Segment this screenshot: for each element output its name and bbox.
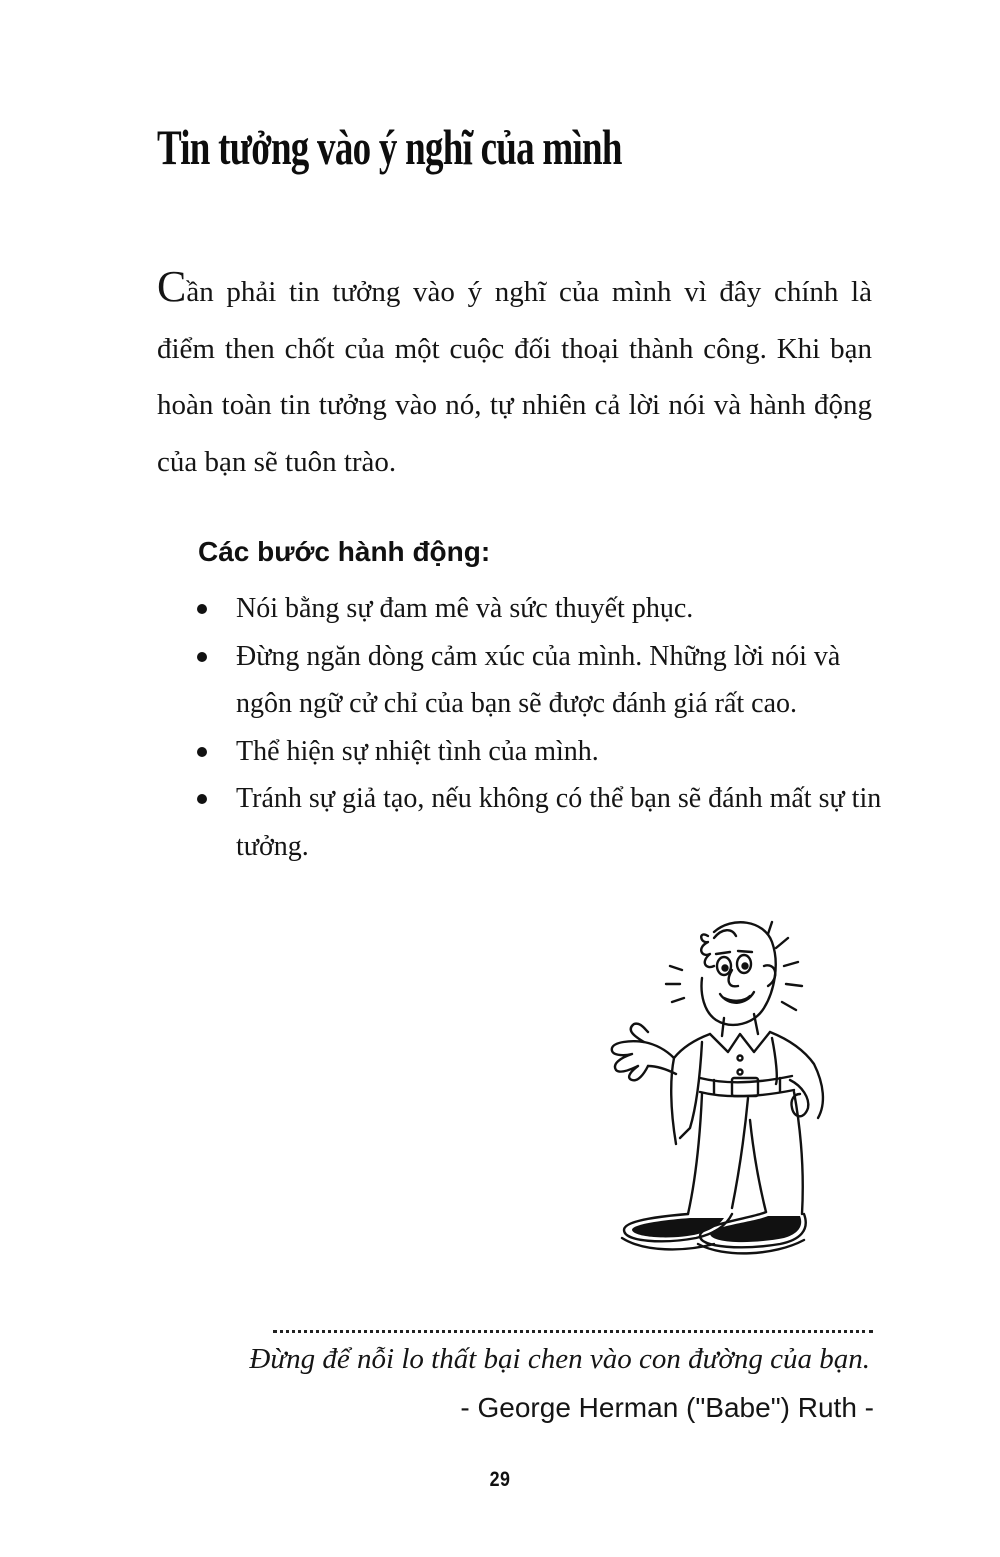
step-text: Đừng ngăn dòng cảm xúc của mình. Những lời nói và ngôn ngữ cử chỉ của bạn sẽ được đánh giá rất cao. [236, 640, 841, 719]
step-text: Thể hiện sự nhiệt tình của mình. [236, 735, 599, 767]
list-item [197, 585, 887, 633]
steps-list [197, 585, 887, 870]
intro-text: ần phải tin tưởng vào ý nghĩ của mình vì đây chính là điểm then chốt của một cuộc đối thoại thành công. Khi bạn hoàn toàn tin tưởng vào nó, tự nhiên cả lời nói và hành động của bạn sẽ tuôn trào. [157, 276, 872, 478]
page-title: Tin tưởng vào ý nghĩ của mình [157, 119, 622, 175]
list-item [197, 775, 887, 870]
quote-author: - George Herman ("Babe") Ruth - [460, 1392, 874, 1423]
intro-paragraph [157, 264, 872, 490]
cartoon-man-illustration [604, 908, 844, 1260]
step-text: Nói bằng sự đam mê và sức thuyết phục. [236, 593, 694, 624]
steps-heading: Các bước hành động: [198, 536, 491, 567]
quote-divider [273, 1330, 873, 1333]
bullet-icon [197, 604, 207, 614]
list-item [197, 633, 887, 728]
bullet-icon [197, 794, 207, 804]
quote-text: Đừng để nỗi lo thất bại chen vào con đường của bạn. [249, 1343, 870, 1375]
page-number: 29 [489, 1468, 511, 1491]
bullet-icon [197, 747, 207, 757]
step-text: Tránh sự giả tạo, nếu không có thể bạn sẽ đánh mất sự tin tưởng. [236, 783, 882, 862]
intro-drop-cap: C [157, 262, 187, 311]
bullet-icon [197, 652, 207, 662]
list-item [197, 728, 887, 776]
